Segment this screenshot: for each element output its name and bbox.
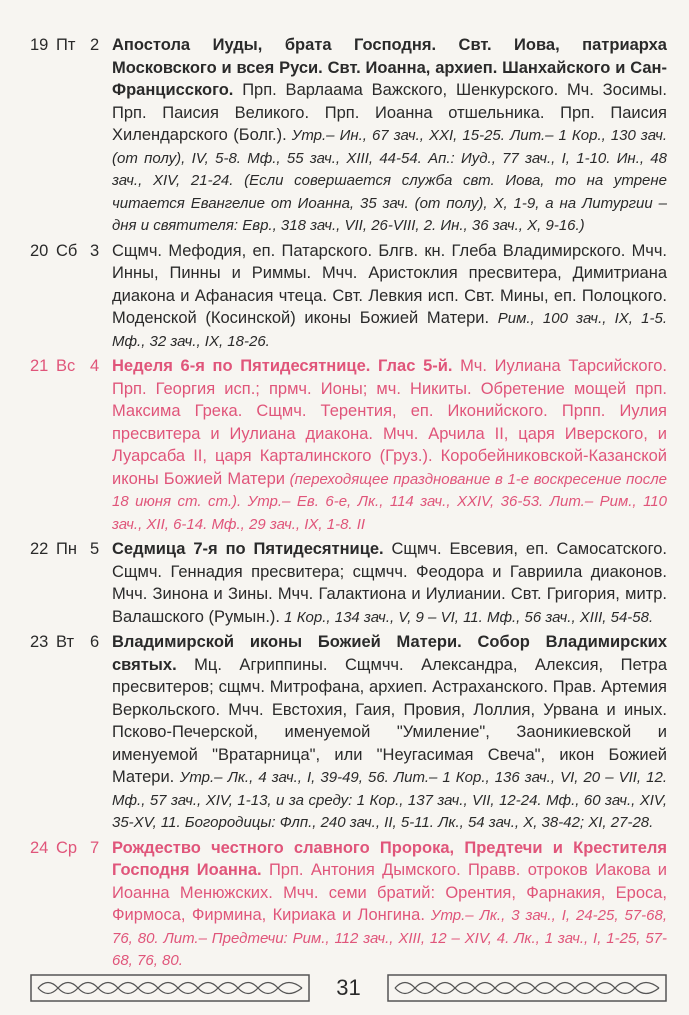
weekday: Сб (56, 241, 78, 260)
feast-title: Неделя 6-я по Пятидесятнице. Глас 5-й. (112, 357, 453, 375)
entry-text (112, 34, 667, 237)
weekday: Вс (56, 357, 76, 375)
old-style-day: 3 (90, 241, 100, 260)
entry-date (30, 538, 112, 561)
saints-list: Прп. Варлаама Важского, Шенкурского. Мч. Зосимы. Прп. Паисия Великого. Прп. Иоанна отшельника. Прп. Паисия Хилендарского (Болг.). (112, 81, 667, 144)
saints-list: Мч. Иулиана Тарсийского. Прп. Георгия исп.; прмч. Ионы; мч. Никиты. Обретение мощей прп. Максима Грека. Сщмч. Терентия, еп. Иконийского. Прпп. Иулия пресвитера и Иулиана диакона. Мчч. Арчила II, царя Иверского, и Луарсаба II, царя Карталинского (Груз.). Коробейниковской-Казанской иконы Божией Матери (112, 357, 667, 488)
day-number: 20 (30, 241, 49, 260)
saints-list: Мц. Агриппины. Сщмчч. Александра, Алексия, Петра пресвитеров; сщмч. Митрофана, архиеп. Астраханского. Прав. Артемия Веркольского. Мчч. Евстохия, Гаия, Провия, Лоллия, Урвана и иных. Псково-Печерской, именуемой "Умиление", Заоникиевской и именуемой "Вратарница", или "Неугасимая Свеча", икон Божией Матери. (112, 655, 667, 786)
readings: Рим., 100 зач., IX, 1-5. Мф., 32 зач., IX, 18-26. (112, 310, 668, 350)
saints-list: Прп. Антония Дымского. Правв. отроков Иакова и Иоанна Менюжских. Мчч. семи братий: Орентия, Фарнакия, Ероса, Фирмоса, Фирмина, Кириака и Лонгина. (112, 861, 668, 924)
feast-title: Апостола Иуды, брата Господня. Свт. Иова, патриарха Московского и всея Руси. Свт. Иоанна, архиеп. Шанхайского и Сан-Францисского. (112, 36, 667, 99)
day-number: 22 (30, 540, 49, 558)
page-number: 31 (336, 975, 361, 1000)
page-footer (30, 968, 667, 1008)
day-number: 23 (30, 633, 49, 651)
entry-text (112, 355, 667, 535)
entry-22 (30, 538, 667, 628)
saints-list: Сщмч. Мефодия, еп. Патарского. Блгв. кн. Глеба Владимирского. Мчч. Инны, Пинны и Риммы. Мчч. Аристоклия пресвитера, Димитриана диакона и Афанасия чтеца. Свт. Левкия исп. Свт. Мины, еп. Полоцкого. Моденской (Косинской) иконы Божией Матери. (112, 241, 667, 327)
weekday: Ср (56, 838, 78, 857)
entry-21 (30, 355, 667, 535)
ornament-left-icon (30, 973, 310, 1003)
weekday: Пн (56, 540, 77, 558)
entry-date (30, 837, 112, 860)
entry-date (30, 355, 112, 378)
entry-text (112, 240, 667, 353)
old-style-day: 7 (90, 838, 100, 857)
entry-text (112, 631, 667, 834)
old-style-day: 6 (90, 633, 100, 651)
readings: Утр.– Лк., 4 зач., I, 39-49, 56. Лит.– 1 Кор., 136 зач., VI, 20 – VII, 12. Мф., 57 зач., XIV, 1-13, и за среду: 1 Кор., 137 зач., VII, 12-24. Мф., 60 зач., XIV, 35-XV, 11. Богородицы: Флп., 240 зач., II, 5-11. Лк., 54 зач., X, 38-42; XI, 27-28. (112, 769, 668, 831)
old-style-day: 4 (90, 357, 100, 375)
entry-date (30, 34, 112, 57)
entry-23 (30, 631, 667, 834)
feast-title: Седмица 7-я по Пятидесятнице. (112, 540, 384, 558)
entry-20 (30, 240, 667, 353)
feast-title: Рождество честного славного Пророка, Предтечи и Крестителя Господня Иоанна. (112, 838, 667, 879)
day-number: 19 (30, 36, 49, 54)
saints-list: Сщмч. Евсевия, еп. Самосатского. Сщмч. Геннадия пресвитера; сщмчч. Феодора и Гавриила диаконов. Мчч. Зинона и Зины. Мчч. Галактиона и Иулиании. Свт. Григория, митр. Валашского (Румын.). (112, 540, 667, 626)
day-number: 24 (30, 838, 49, 857)
ornament-right-icon (387, 973, 667, 1003)
weekday: Пт (56, 36, 76, 54)
entry-date (30, 631, 112, 654)
old-style-day: 2 (90, 36, 100, 54)
entry-24 (30, 837, 667, 972)
old-style-day: 5 (90, 540, 100, 558)
weekday: Вт (56, 633, 75, 651)
readings: Утр.– Ин., 67 зач., XXI, 15-25. Лит.– 1 Кор., 130 зач. (от полу), IV, 5-8. Мф., 55 зач., XIII, 44-54. Ап.: Иуд., 77 зач., I, 1-10. Ин., 48 зач., XIV, 21-24. (Если совершается служба свт. Иова, то на утрене читается Евангелие от Иоанна, 35 зач. (от полу), X, 1-9, а на Литургии – дня и святителя: Евр., 318 зач., VII, 26-VIII, 2. Ин., 36 зач., X, 9-16.) (112, 127, 667, 234)
day-number: 21 (30, 357, 49, 375)
entry-text (112, 837, 667, 972)
entry-19 (30, 34, 667, 237)
readings: 1 Кор., 134 зач., V, 9 – VI, 11. Мф., 56 зач., XIII, 54-58. (280, 608, 654, 626)
readings: (переходящее празднование в 1-е воскресение после 18 июня ст. ст.). Утр.– Ев. 6-е, Лк., 114 зач., XXIV, 36-53. Лит.– Рим., 110 зач., XII, 6-14. Мф., 29 зач., IX, 1-8. II (112, 470, 667, 533)
entry-text (112, 538, 667, 628)
readings: Утр.– Лк., 3 зач., I, 24-25, 57-68, 76, 80. Лит.– Предтечи: Рим., 112 зач., XIII, 12 – XIV, 4. Лк., 1 зач., I, 1-25, 57-68, 76, 80. (112, 907, 667, 969)
entry-date (30, 240, 112, 263)
feast-title: Владимирской иконы Божией Матери. Собор Владимирских святых. (112, 633, 667, 674)
